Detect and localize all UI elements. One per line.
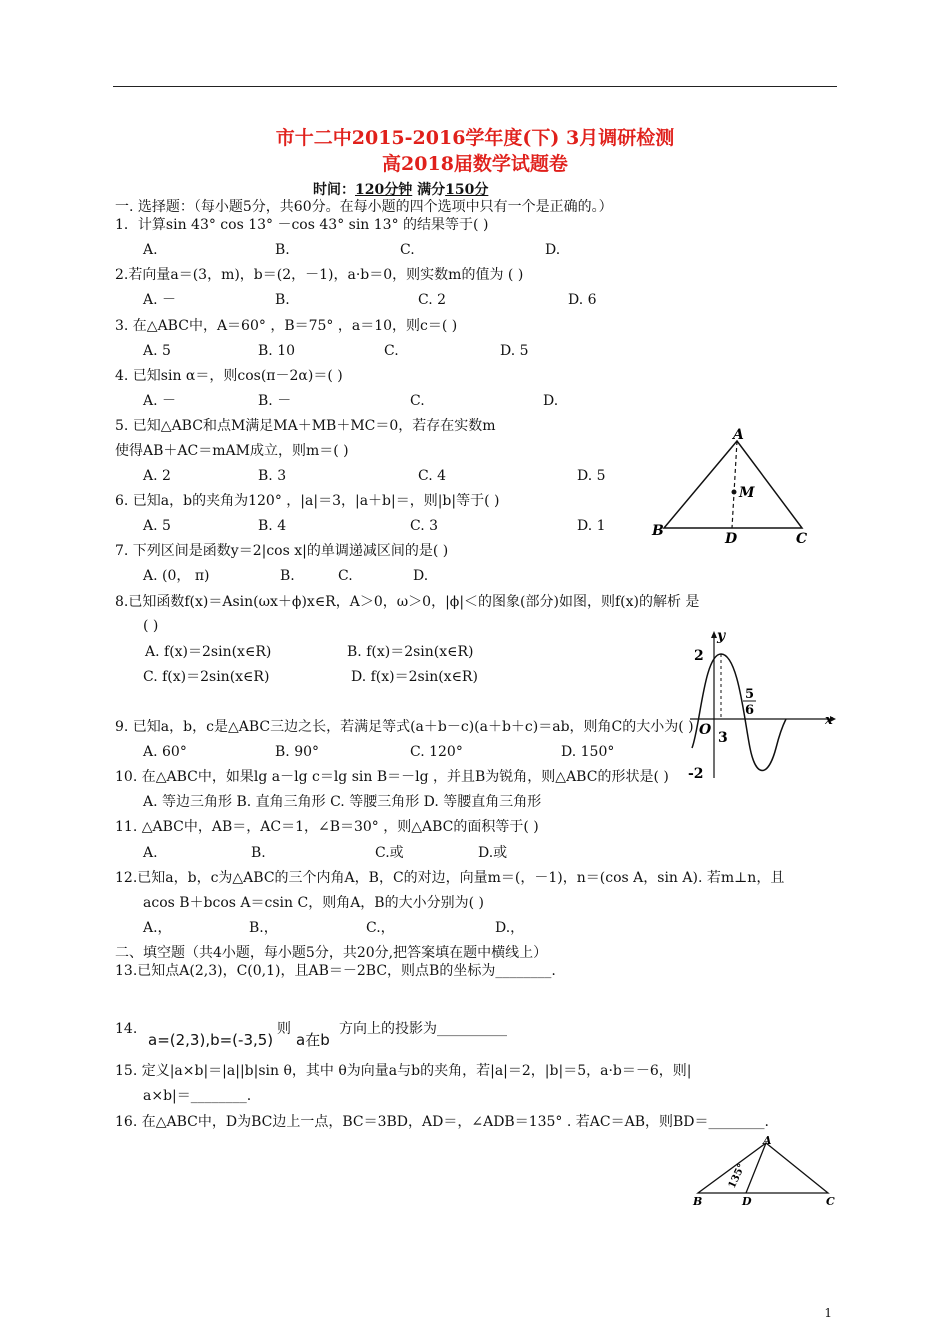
label-2: 2 — [694, 648, 704, 664]
question-15-cont: a×b|＝________. — [143, 1088, 252, 1104]
q7-option-d: D. — [413, 568, 429, 584]
q11-option-b: B. — [251, 845, 266, 861]
q2-option-a: A. － — [143, 292, 177, 308]
q6-option-b: B. 4 — [258, 518, 287, 534]
question-10: 10. 在△ABC中，如果lg a－lg c＝lg sin B＝－lg ，并且B为锐角，则△ABC的形状是( ) — [115, 769, 669, 785]
question-9: 9. 已知a，b，c是△ABC三边之长，若满足等式(a＋b－c)(a＋b＋c)＝ab，则角C的大小为( ) — [115, 719, 694, 735]
label-frac-num: 5 — [745, 687, 755, 702]
header-rule — [113, 86, 837, 87]
q11-option-c: C.或 — [375, 845, 404, 861]
label-d: D — [725, 531, 738, 547]
question-12-cont: acos B＋bcos A＝csin C，则角A，B的大小分别为( ) — [143, 895, 484, 911]
q9-option-b: B. 90° — [275, 744, 320, 760]
q1-option-a: A. — [143, 242, 158, 258]
q5-option-d: D. 5 — [577, 468, 606, 484]
label-x: x — [825, 713, 833, 728]
q5-option-a: A. 2 — [143, 468, 171, 484]
question-12: 12.已知a，b，c为△ABC的三个内角A，B，C的对边，向量m＝(，－1)，n＝(cos A，sin A). 若m⊥n，且 — [115, 870, 785, 886]
q8-option-c: C. f(x)＝2sin(x∈R) — [143, 669, 270, 685]
q7-option-a: A. (0， π) — [143, 568, 210, 584]
question-2: 2.若向量a＝(3，m)，b＝(2，－1)，a·b＝0，则实数m的值为 ( ) — [115, 267, 524, 283]
label-m: M — [739, 485, 755, 501]
label-third: 3 — [718, 730, 728, 746]
time-label: 时间： — [313, 182, 355, 198]
q5-option-b: B. 3 — [258, 468, 287, 484]
q3-option-b: B. 10 — [258, 343, 296, 359]
q11-option-a: A. — [143, 845, 158, 861]
q8-option-d: D. f(x)＝2sin(x∈R) — [351, 669, 478, 685]
q12-option-c: C.， — [366, 920, 395, 936]
q14-number: 14. — [115, 1021, 138, 1037]
q12-option-a: A.， — [143, 920, 172, 936]
q2-option-d: D. 6 — [568, 292, 597, 308]
q10-options: A. 等边三角形 B. 直角三角形 C. 等腰三角形 D. 等腰直角三角形 — [143, 794, 542, 810]
q2-option-b: B. — [275, 292, 290, 308]
exam-title: 市十二中2015-2016学年度(下) 3月调研检测 — [275, 127, 675, 149]
question-5: 5. 已知△ABC和点M满足MA＋MB＋MC＝0，若存在实数m — [115, 418, 496, 434]
question-3: 3. 在△ABC中，A＝60° ，B＝75° ，a＝10，则c＝( ) — [115, 318, 458, 334]
label-angle-135: 135° — [726, 1162, 748, 1191]
label-c: C — [796, 531, 808, 547]
triangle-figure-q5 — [648, 425, 818, 550]
q3-option-c: C. — [384, 343, 399, 359]
q8-option-a: A. f(x)＝2sin(x∈R) — [145, 644, 272, 660]
question-5-cont: 使得AB＋AC＝mAM成立，则m＝( ) — [115, 443, 349, 459]
q4-option-d: D. — [543, 393, 559, 409]
sine-curve — [692, 654, 786, 771]
q3-option-a: A. 5 — [143, 343, 171, 359]
triangle-abc — [664, 441, 802, 528]
label-a-16: A — [763, 1134, 772, 1147]
question-4: 4. 已知sin α＝，则cos(π－2α)＝( ) — [115, 368, 343, 384]
q14-vectors: a=(2,3),b=(-3,5) — [148, 1031, 274, 1049]
page-number: 1 — [824, 1306, 832, 1320]
label-o: O — [699, 722, 712, 738]
q6-option-c: C. 3 — [410, 518, 439, 534]
point-m — [732, 490, 737, 495]
time-score-info — [313, 179, 488, 199]
question-8-cont: ( ) — [143, 618, 159, 634]
q7-option-c: C. — [338, 568, 353, 584]
label-neg2: -2 — [688, 766, 704, 782]
q12-option-b: B.， — [249, 920, 278, 936]
q4-option-c: C. — [410, 393, 425, 409]
q6-option-a: A. 5 — [143, 518, 171, 534]
q9-option-a: A. 60° — [143, 744, 187, 760]
median-ad — [732, 441, 737, 528]
q1-option-b: B. — [275, 242, 290, 258]
label-a: A — [733, 427, 744, 443]
section-2-heading: 二、填空题（共4小题，每小题5分，共20分,把答案填在题中横线上） — [115, 945, 548, 961]
q9-option-d: D. 150° — [561, 744, 615, 760]
q9-option-c: C. 120° — [410, 744, 463, 760]
question-6: 6. 已知a，b的夹角为120° ，|a|＝3，|a＋b|＝，则|b|等于( ) — [115, 493, 500, 509]
time-value: 120分钟 — [355, 182, 413, 198]
question-8: 8.已知函数f(x)＝Asin(ωx＋ϕ)x∈R，A＞0，ω＞0，|ϕ|＜的图象(部分)如图，则f(x)的解析 是 — [115, 594, 700, 610]
q14-then: 则 — [277, 1021, 291, 1037]
q7-option-b: B. — [280, 568, 295, 584]
score-value: 150分 — [445, 182, 489, 198]
label-b: B — [652, 523, 664, 539]
q1-option-c: C. — [400, 242, 415, 258]
q8-option-b: B. f(x)＝2sin(x∈R) — [347, 644, 474, 660]
q2-option-c: C. 2 — [418, 292, 447, 308]
section-1-heading: 一. 选择题：（每小题5分，共60分。在每小题的四个选项中只有一个是正确的。） — [115, 199, 613, 215]
question-11: 11. △ABC中，AB＝，AC＝1，∠B＝30° ，则△ABC的面积等于( ) — [115, 819, 539, 835]
q12-option-d: D.， — [495, 920, 525, 936]
label-d-16: D — [742, 1195, 752, 1208]
score-label: 满分 — [412, 182, 446, 198]
label-b-16: B — [693, 1195, 703, 1208]
q5-option-c: C. 4 — [418, 468, 447, 484]
question-15: 15. 定义|a×b|＝|a||b|sin θ，其中 θ为向量a与b的夹角，若|a|＝2，|b|＝5，a·b＝－6，则| — [115, 1063, 692, 1079]
label-c-16: C — [826, 1195, 835, 1208]
exam-subtitle: 高2018届数学试题卷 — [382, 153, 568, 175]
question-16: 16. 在△ABC中，D为BC边上一点，BC＝3BD，AD＝，∠ADB＝135° . 若AC＝AB，则BD＝________. — [115, 1114, 769, 1130]
question-13: 13.已知点A(2,3)，C(0,1)，且AB＝－2BC，则点B的坐标为________. — [115, 963, 556, 979]
q6-option-d: D. 1 — [577, 518, 606, 534]
sine-graph-q8 — [688, 628, 838, 788]
question-7: 7. 下列区间是函数y＝2|cos x|的单调递减区间的是( ) — [115, 543, 449, 559]
q11-option-d: D.或 — [478, 845, 508, 861]
q14-a-on-b: a在b — [296, 1031, 330, 1049]
question-1: 1．计算sin 43° cos 13° －cos 43° sin 13° 的结果等于( ) — [115, 217, 489, 233]
q3-option-d: D. 5 — [500, 343, 529, 359]
label-y: y — [717, 628, 726, 644]
q1-option-d: D. — [545, 242, 561, 258]
label-frac-den: 6 — [745, 703, 755, 718]
q4-option-a: A. － — [143, 393, 177, 409]
triangle-figure-q16 — [690, 1134, 840, 1214]
q4-option-b: B. － — [258, 393, 292, 409]
q14-tail: 方向上的投影为__________ — [339, 1021, 507, 1037]
